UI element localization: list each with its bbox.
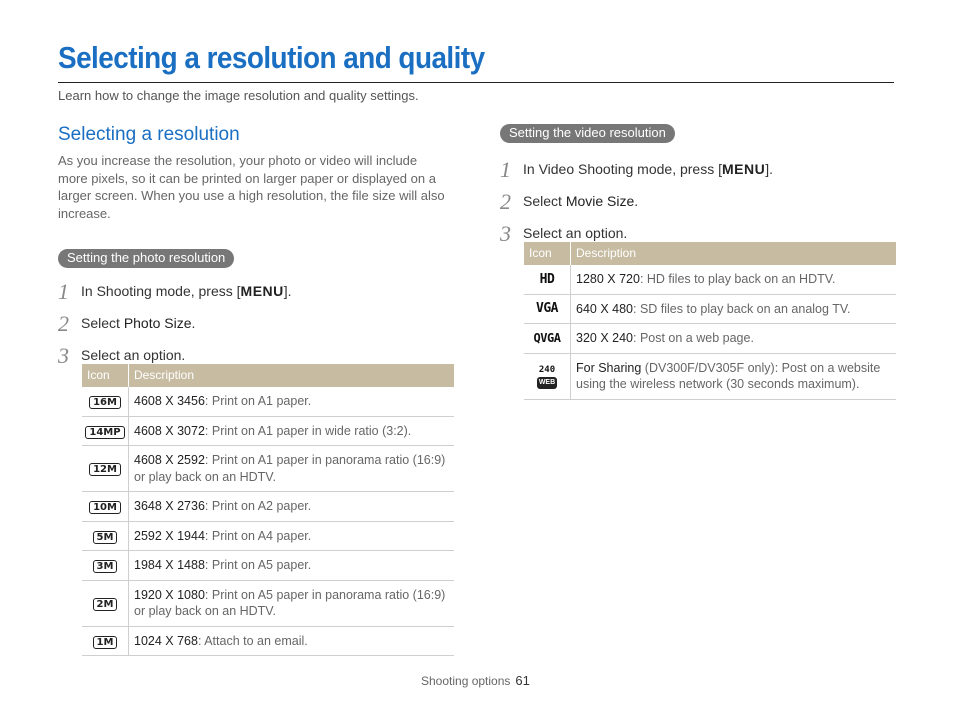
menu-key: MENU [721, 161, 766, 177]
description-cell [129, 416, 455, 446]
video-step-3 [500, 221, 896, 246]
icon-cell [82, 521, 129, 551]
resolution-value: 3648 X 2736 [134, 499, 205, 513]
step-text-pre: In Shooting mode, press [ [81, 283, 241, 299]
step-text-post: ]. [765, 161, 773, 177]
icon-cell [82, 416, 129, 446]
section-heading-resolution: Selecting a resolution [58, 124, 240, 145]
photo-step-1 [58, 279, 454, 315]
resolution-3m-icon: 3M [93, 560, 118, 573]
section-text-resolution: As you increase the resolution, your photo or video will include more pixels, so it can be printed on larger paper or displayed on a larger screen. When you use a high resolution, the file size will also increase. [58, 153, 445, 221]
step-text-pre: Select [523, 193, 566, 209]
resolution-description: : Print on A5 paper in panorama ratio (16:9) or play back on an HDTV. [134, 587, 446, 618]
step-number: 3 [58, 343, 69, 368]
step-number: 2 [500, 189, 511, 214]
photo-steps [58, 279, 454, 368]
photo-resolution-table [82, 364, 454, 656]
description-cell [129, 446, 455, 492]
step-text-post: ]. [283, 283, 292, 299]
description-cell [129, 580, 455, 626]
resolution-description: (DV300F/DV305F only): Post on a website using the wireless network (30 seconds maximum). [576, 360, 881, 391]
resolution-value: 1280 X 720 [576, 272, 640, 286]
sharing-icon-bottom: WEB [537, 377, 557, 389]
icon-cell [524, 324, 571, 354]
table-row [82, 626, 454, 656]
table-row [82, 580, 454, 626]
right-column [500, 124, 896, 400]
video-resolution-pill: Setting the video resolution [500, 124, 675, 143]
resolution-value: 4608 X 3456 [134, 394, 205, 408]
resolution-value: 320 X 240 [576, 331, 633, 345]
resolution-16m-icon: 16M [89, 396, 121, 409]
icon-cell [82, 626, 129, 656]
icon-cell [524, 294, 571, 324]
sharing-icon-top: 240 [538, 365, 556, 375]
resolution-description: : Print on A5 paper. [204, 558, 312, 572]
table-header-icon: Icon [82, 364, 129, 387]
left-column [58, 124, 454, 656]
step-text [81, 315, 195, 331]
video-step-2 [500, 189, 896, 225]
step-number: 1 [58, 279, 69, 304]
step-text: Select an option. [81, 347, 186, 363]
resolution-2m-icon: 2M [93, 598, 118, 611]
resolution-1m-icon: 1M [93, 636, 118, 649]
icon-cell [82, 551, 129, 581]
resolution-description: : HD files to play back on an HDTV. [639, 272, 836, 286]
icon-cell [524, 353, 571, 399]
table-row [524, 294, 896, 324]
title-rule [58, 82, 894, 83]
photo-resolution-pill: Setting the photo resolution [58, 249, 234, 268]
table-row [524, 324, 896, 354]
resolution-value: 4608 X 2592 [134, 453, 205, 467]
resolution-value: 1024 X 768 [134, 633, 198, 648]
icon-cell [82, 387, 129, 416]
page-number: 61 [515, 673, 530, 688]
qvga-icon: QVGA [533, 331, 561, 345]
resolution-description: : Attach to an email. [197, 633, 308, 648]
description-cell [129, 521, 455, 551]
step-text-post: . [634, 193, 639, 209]
hd-icon: HD [539, 271, 555, 287]
resolution-value: 2592 X 1944 [134, 528, 205, 543]
description-cell [129, 551, 455, 581]
table-row [82, 521, 454, 551]
page-intro: Learn how to change the image resolution and quality settings. [58, 88, 419, 103]
step-number: 2 [58, 311, 69, 336]
video-pill-wrap [500, 124, 896, 143]
table-header-icon: Icon [524, 242, 571, 265]
resolution-value: 640 X 480 [576, 301, 633, 316]
step-menu-option: Photo Size [123, 315, 192, 331]
table-row [82, 446, 454, 492]
sharing-240-web-icon [537, 363, 557, 389]
description-cell [129, 626, 455, 656]
table-row [82, 416, 454, 446]
description-cell [571, 324, 897, 354]
resolution-10m-icon: 10M [89, 501, 121, 514]
resolution-description: : SD files to play back on an analog TV. [633, 301, 851, 316]
description-cell [571, 265, 897, 294]
photo-pill-wrap [58, 249, 454, 268]
step-menu-option: Movie Size [565, 193, 635, 209]
video-step-1 [500, 157, 896, 193]
table-row [524, 265, 896, 294]
table-row [82, 551, 454, 581]
resolution-value: 1984 X 1488 [134, 558, 205, 572]
resolution-14mp-icon: 14MP [85, 426, 124, 439]
step-text-pre: In Video Shooting mode, press [ [523, 161, 722, 177]
video-steps [500, 157, 896, 246]
step-number: 1 [500, 157, 511, 182]
resolution-5m-icon: 5M [93, 531, 118, 544]
page-title: Selecting a resolution and quality [58, 40, 485, 75]
resolution-value: 4608 X 3072 [134, 423, 205, 438]
table-row [82, 387, 454, 416]
icon-cell [524, 265, 571, 294]
resolution-value: 1920 X 1080 [134, 587, 205, 602]
step-text [81, 283, 292, 299]
resolution-12m-icon: 12M [89, 463, 121, 476]
description-cell [571, 294, 897, 324]
description-cell [129, 492, 455, 522]
step-text-post: . [191, 315, 196, 331]
menu-key: MENU [240, 283, 284, 299]
footer-section-name: Shooting options [421, 674, 511, 688]
resolution-value: For Sharing [576, 360, 642, 375]
resolution-description: : Print on A2 paper. [204, 499, 312, 513]
resolution-description: : Print on A4 paper. [204, 528, 312, 543]
photo-step-3 [58, 343, 454, 368]
resolution-description: : Post on a web page. [633, 331, 754, 345]
table-header-description: Description [571, 242, 897, 265]
step-text [523, 193, 638, 209]
icon-cell [82, 492, 129, 522]
step-text [523, 161, 773, 177]
resolution-description: : Print on A1 paper. [204, 394, 312, 408]
icon-cell [82, 446, 129, 492]
video-resolution-table [524, 242, 896, 400]
table-row [524, 353, 896, 399]
page-footer [421, 673, 530, 688]
icon-cell [82, 580, 129, 626]
photo-step-2 [58, 311, 454, 347]
description-cell [571, 353, 897, 399]
table-row [82, 492, 454, 522]
step-text: Select an option. [523, 225, 628, 241]
step-text-pre: Select [81, 315, 124, 331]
table-header-row [524, 242, 896, 265]
table-header-description: Description [129, 364, 455, 387]
table-header-row [82, 364, 454, 387]
resolution-description: : Print on A1 paper in wide ratio (3:2). [204, 423, 412, 438]
step-number: 3 [500, 221, 511, 246]
resolution-description: : Print on A1 paper in panorama ratio (16:9) or play back on an HDTV. [134, 453, 446, 484]
vga-icon: VGA [536, 301, 558, 316]
description-cell [129, 387, 455, 416]
